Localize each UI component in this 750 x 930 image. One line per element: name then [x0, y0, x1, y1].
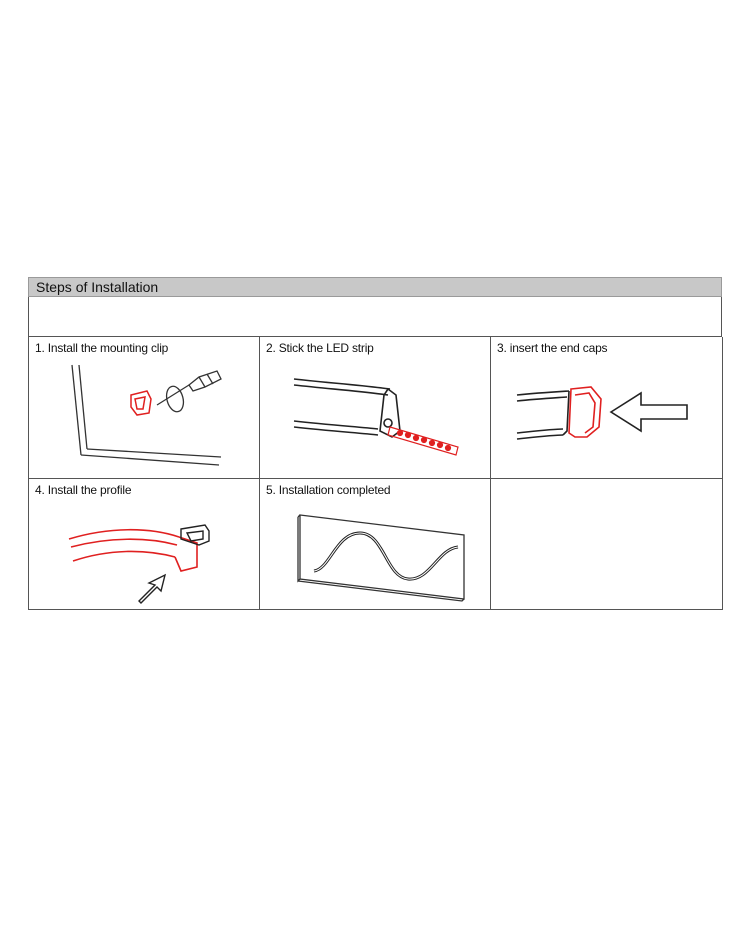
step-2-cell — [260, 337, 491, 479]
completed-illustration — [260, 479, 491, 610]
step-5-cell — [260, 479, 491, 610]
section-title: Steps of Installation — [36, 279, 159, 295]
step-4-cell — [29, 479, 260, 610]
mounting-clip-illustration — [29, 337, 260, 479]
step-3-label: 3. insert the end caps — [497, 341, 608, 355]
steps-grid — [28, 337, 722, 610]
empty-cell — [491, 479, 723, 610]
section-header — [28, 277, 722, 297]
led-strip-illustration — [260, 337, 491, 479]
blank-row — [28, 297, 722, 337]
step-1-label: 1. Install the mounting clip — [35, 341, 169, 355]
step-2-label: 2. Stick the LED strip — [266, 341, 374, 355]
profile-illustration — [29, 479, 260, 610]
step-4-label: 4. Install the profile — [35, 483, 132, 497]
installation-sheet — [28, 277, 722, 610]
step-1-cell — [29, 337, 260, 479]
step-5-label: 5. Installation completed — [266, 483, 391, 497]
end-cap-illustration — [491, 337, 723, 479]
step-3-cell — [491, 337, 723, 479]
